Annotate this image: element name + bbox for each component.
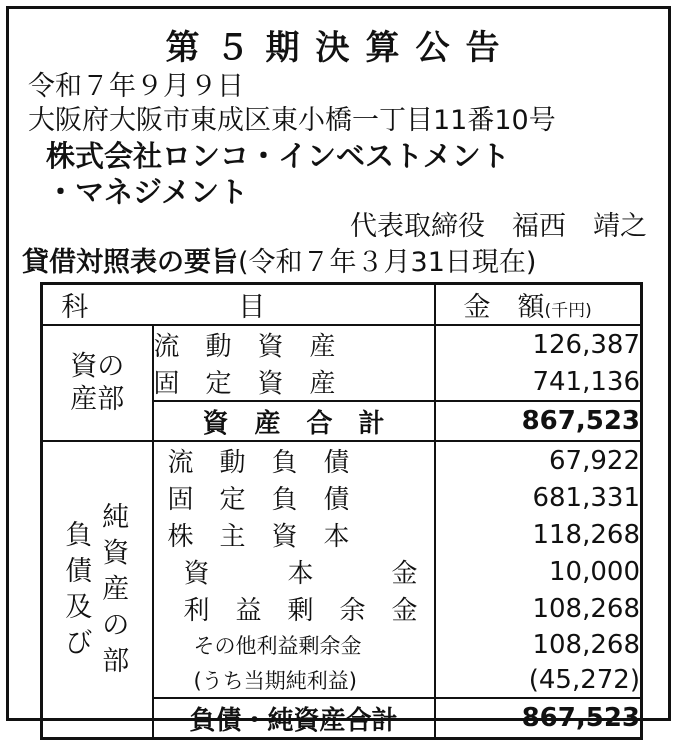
assets-total-value: 867,523 [435,401,642,441]
category-column [102,500,129,680]
table-header-row [42,284,642,326]
row-label: その他利益剰余金 [193,633,362,658]
subtitle-main: 貸借対照表の要旨 [22,247,238,278]
row-label: 固 定 資 産 [153,369,336,399]
row-value: (45,272) [435,662,642,698]
category-char: 部 [102,645,130,677]
category-char: び [65,627,93,659]
category-column [65,518,92,680]
balance-sheet-subtitle [22,240,536,279]
row-label: 利 益 剰 余 金 [183,596,418,626]
category-char: の [102,609,130,641]
row-label: 流 動 資 産 [153,332,336,362]
row-value: 108,268 [435,590,642,627]
notice-title: 第５期決算公告 [165,28,516,68]
representative: 代表取締役 福西 靖之 [350,211,647,242]
assets-category [42,325,153,441]
company-name-line2: ・マネジメント [46,175,249,209]
assets-total-label: 資 産 合 計 [153,401,435,441]
header-amount [435,284,642,326]
liabilities-total-label: 負債・純資産合計 [153,698,435,739]
category-char: 負 [65,519,93,551]
row-value: 67,922 [435,441,642,479]
row-value: 126,387 [435,325,642,363]
row-value: 741,136 [435,363,642,401]
liabilities-total-value: 867,523 [435,698,642,739]
subtitle-date: (令和７年３月31日現在) [238,247,537,278]
header-amount-label: 金 額 [463,292,545,323]
category-char: 純 [102,501,130,533]
row-label: 固 定 負 債 [167,485,350,515]
row-value: 108,268 [435,627,642,662]
category-char: 債 [65,555,93,587]
liabilities-category [42,441,153,739]
row-value: 10,000 [435,553,642,590]
row-value: 118,268 [435,516,642,553]
header-item: 科目 [42,284,435,326]
row-value: 681,331 [435,479,642,516]
header-unit: (千円) [544,301,592,321]
notice-date: 令和７年９月９日 [28,71,244,102]
category-char: 産 [102,573,130,605]
category-text: 産部 [70,384,125,415]
company-address: 大阪府大阪市東成区東小橋一丁目11番10号 [28,105,556,136]
row-label: 資 本 金 [183,559,418,589]
category-columns [43,500,152,680]
category-char: 及 [65,591,93,623]
row-label: (うち当期純利益) [193,668,357,693]
category-char: 資 [102,537,130,569]
table-row [42,441,642,479]
table-row [42,325,642,363]
company-name-line1: 株式会社ロンコ・インベストメント [46,139,510,173]
row-label: 株 主 資 本 [167,522,350,552]
category-text: 資の [70,351,125,382]
balance-sheet-table [40,282,643,740]
row-label: 流 動 負 債 [167,448,350,478]
